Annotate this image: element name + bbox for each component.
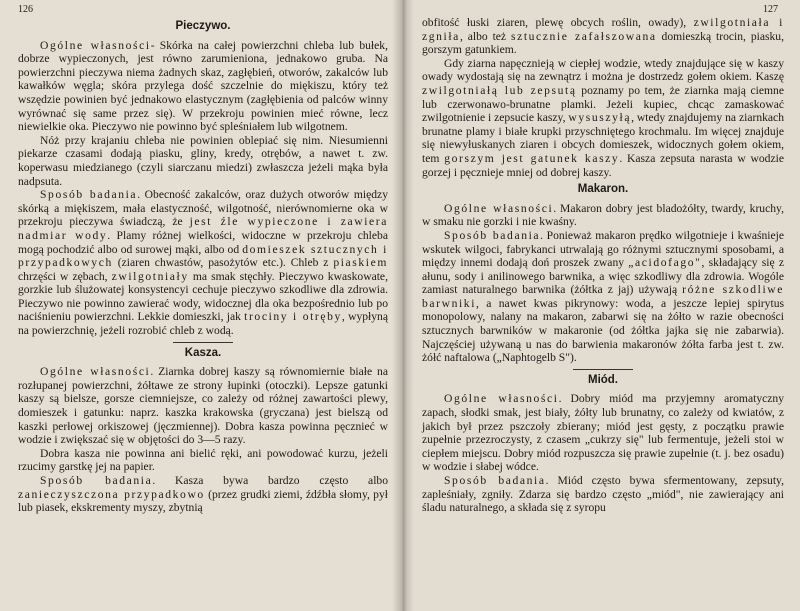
page-number-left: 126: [18, 4, 33, 15]
section-title-makaron: Makaron.: [577, 183, 629, 196]
term-label: Ogólne własności: [444, 392, 559, 406]
right-page: [402, 0, 800, 611]
paragraph: Ogólne własności. Dobry miód ma przyjemny aromatyczny zapach, słodki smak, jest biały, żółty lub brunatny, co zależy od kwiatów, z jakich był przez pszczoły zbierany; miód jest gęsty, z początku prawie zupełnie przezroczysty, z czasem „cukrzy się" lub fermentuje, jeżeli stoi w ciepłem miejscu. Dobry miód rozpuszcza się prawie zupełnie (t. j. bez osadu) w wodzie i słabej wódce.: [422, 392, 785, 474]
term-label: Ogólne własności: [40, 365, 151, 379]
section-title-miod: Miód.: [587, 373, 619, 386]
paragraph: Sposób badania. Obecność zakalców, oraz dużych otworów między skórką a miękiszem, mała elastyczność, wilgotność, nierównomierne oka w przekroju pieczywa świadczą, że jest źle wypieczone i zawiera nadmiar wody. Plamy różnej wielkości, widoczne w przekroju chleba mogą pochodzić albo od surowej mąki, albo od domieszek sztucznych i przypadkowych (ziaren chwastów, pasożytów etc.). Chleb z piaskiem chrzęści w zębach, zwilgotniały ma smak stęchły. Pieczywo kwaskowate, gorzkie lub ślużowatej konsystencyi cechuje pieczywo szkodliwe dla zdrowia. Pieczywo nie powinno zawierać wody, widocznej dla oka bezpośrednio lub po naciśnieniu powierzchni. Lekkie domieszki, jak trociny i otręby, wypłyną na powierzchnię, jeżeli rozrobić chleb z wodą.: [18, 188, 388, 338]
paragraph: Sposób badania. Ponieważ makaron prędko wilgotnieje i kwaśnieje wskutek wilgoci, fabrykanci utrwalają go różnymi sztucznymi sposobami, a między innemi dodają doń proszek zwany „acidofago", składający się z ałunu, sody i anilinowego barwnika, a więc szkodliwy dla zdrowia. Wogóle zamiast naturalnego barwnika (żółtka z jaj) używają różne szkodliwe barwniki, a nawet kwas pikrynowy: woda, a jeszcze lepiej spirytus monopolowy, nalany na makaron, zabarwi się na żółto w razie obecności sztucznych barwników w makaronie (od żółtka jajka się nie zabarwia). Najczęściej używaną u nas do barwienia makaronów żółta farba jest t. zw. żółć naftalowa („Naphtogelb S").: [422, 228, 785, 365]
paragraph: Dobra kasza nie powinna ani bielić ręki, ani powodować kurzu, jeżeli rzucimy garstkę jej na papier.: [18, 446, 388, 474]
paragraph: obfitość łuski ziaren, plewę obcych roślin, owady), zwilgotniała i zgniła, albo też sztucznie zafałszowana domieszką trocin, piasku, gorszym gatunkiem.: [422, 16, 784, 57]
term-label: Sposób badania: [40, 474, 153, 487]
term-label: Sposób badania: [40, 188, 138, 202]
paragraph: Nóż przy krajaniu chleba nie powinien oblepiać się nim. Niesumienni piekarze czasami dodają piasku, gliny, kredy, otrębów, a nawet t. zw. koperwasu miedzianego (czyli siarczanu miedzi) zwłaszcza jeżeli mąka była nadpsuta.: [18, 133, 388, 188]
page-number-right: 127: [763, 4, 778, 15]
left-page-body: [18, 20, 388, 515]
paragraph: Sposób badania. Kasza bywa bardzo często albo zanieczyszczona przypadkowo (przez grudki ziemi, źdźbła słomy, pył lub piasek, ekskrementy myszy, zbytnią: [18, 474, 389, 515]
section-divider: [573, 369, 633, 370]
section-title-kasza: Kasza.: [184, 346, 222, 359]
paragraph: Gdy ziarna napęcznieją w ciepłej wodzie, wtedy znajdujące się w kaszy owady wydostają się na zewnątrz i można je dostrzedz gołem okiem. Kaszę zwilgotniałą lub zepsutą poznamy po tem, że ziarnka mają ciemne lub czerwonawo-brunatne plamki. Jeżeli kupiec, chcąc zamaskować zwilgotnienie i zepsucie kaszy, wysuszyłą, wtedy znajdujemy na ziarnkach brunatne plamy i białe krupki przyschniętego krochmalu. Im więcej znajduje się niewyłuskanych ziaren i obcych domieszek, widocznych gołem okiem, tem gorszym jest gatunek kaszy. Kasza zepsuta narasta w wodzie gorzej i pęcznieje mniej od dobrej kaszy.: [422, 56, 785, 179]
paragraph: Ogólne własności. Makaron dobry jest bladożółty, twardy, kruchy, w smaku nie gorzki i nie kwaśny.: [422, 201, 784, 229]
paragraph: Ogólne własności. Ziarnka dobrej kaszy są równomiernie białe na rozłupanej powierzchni, żółtawe ze strony łupinki (otoczki). Lepsze gatunki kaszy są bielsze, gorsze ciemniejsze, co zależy od różnej zawartości plewy, domieszek i gatunku: naprz. kaszka krakowska (gryczana) jest bielszą od kaszki perłowej orkiszowej (jęczmiennej). Dobra kasza powinna pęcznieć w wodzie i zwiększać się w objętości do 3—5 razy.: [18, 365, 388, 447]
term-label: Sposób badania: [444, 474, 546, 487]
paragraph: Sposób badania. Miód często bywa sfermentowany, zepsuty, zapleśniały, zgniły. Zdarza się bardzo często „miód", nie zawierający ani śladu naturalnego, a składa się z syropu: [422, 474, 784, 515]
term-label: Ogólne własności: [40, 38, 151, 52]
right-page-body: [422, 16, 784, 515]
term-label: Sposób badania: [444, 228, 541, 242]
section-title-bread: Pieczywo.: [175, 20, 231, 32]
term-label: Ogólne własności: [444, 201, 554, 215]
paragraph: Ogólne własności- Skórka na całej powierzchni chleba lub bułek, dobrze wypieczonych, jest równo zarumieniona, jednakowo gruba. Na powierzchni pieczywa niema żadnych skaz, zagłębień, otworów, zakalców lub kawałków węgla; skóra przylega dość szczelnie do miękiszu, który też wszędzie powinien być jednakowo elastycznym (zagłębienia od palców winny wyrównać się same przez się). W przekroju powinien mieć równe, lecz niewielkie oka. Pieczywo nie powinno być spleśniałem lub wilgotnem.: [18, 38, 388, 134]
section-divider: [173, 342, 233, 343]
